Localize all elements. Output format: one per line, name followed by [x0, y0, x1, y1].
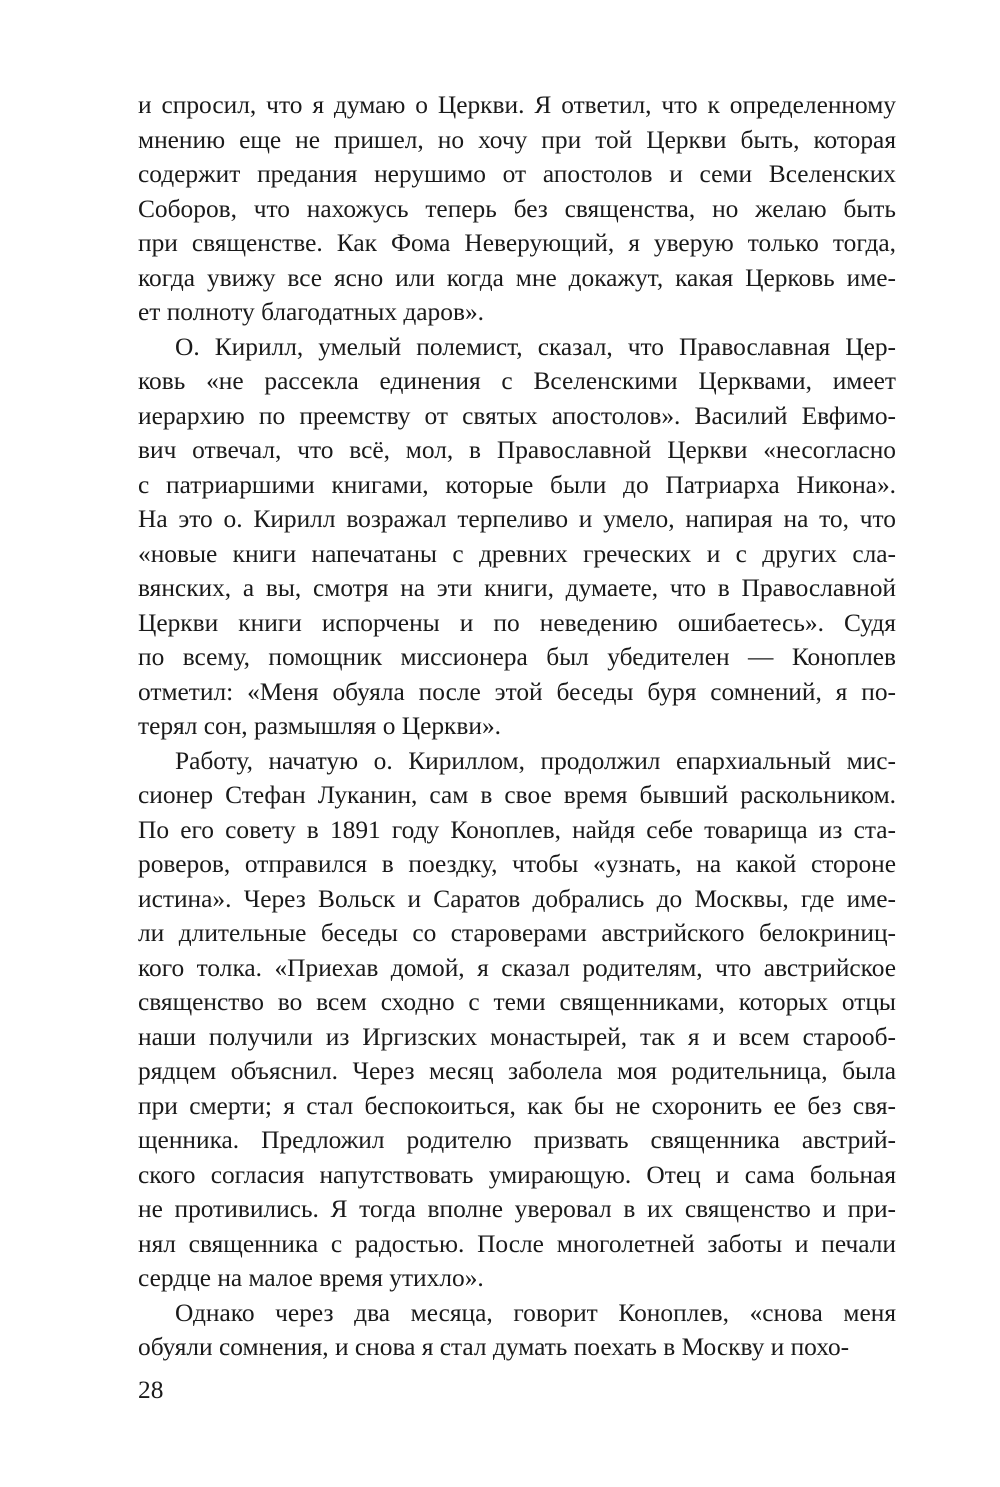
- text-line: и спросил, что я думаю о Церкви. Я ответил, что к определенному: [138, 91, 896, 119]
- paragraph: [138, 1296, 896, 1365]
- text-line: щенника. Предложил родителю призвать священника австрий-: [138, 1126, 896, 1154]
- text-line: На это о. Кирилл возражал терпеливо и умело, напирая на то, что: [138, 505, 896, 533]
- text-line: вянских, а вы, смотря на эти книги, думаете, что в Православной: [138, 574, 896, 602]
- text-line: терял сон, размышляя о Церкви».: [138, 712, 501, 740]
- text-line: Церкви книги испорчены и по неведению ошибаетесь». Судя: [138, 608, 896, 637]
- text-line: ского согласия напутствовать умирающую. Отец и сама больная: [138, 1160, 896, 1189]
- text-line: По его совету в 1891 году Коноплев, найдя себе товарища из ста-: [138, 815, 896, 844]
- text-line: иерархию по преемству от святых апостолов». Василий Евфимо-: [138, 401, 896, 430]
- text-line: рядцем объяснил. Через месяц заболела моя родительница, была: [138, 1057, 896, 1085]
- text-line: при смерти; я стал беспокоиться, как бы не схоронить ее без свя-: [138, 1091, 896, 1120]
- text-line: нял священника с радостью. После многолетней заботы и печали: [138, 1229, 896, 1258]
- paragraph: [138, 88, 896, 330]
- text-line: вич отвечал, что всё, мол, в Православной Церкви «несогласно: [138, 436, 896, 464]
- text-line: по всему, помощник миссионера был убедителен — Коноплев: [138, 643, 896, 671]
- paragraph: [138, 330, 896, 744]
- text-line: когда увижу все ясно или когда мне докажут, какая Церковь име-: [138, 263, 896, 292]
- text-line: мнению еще не пришел, но хочу при той Церкви быть, которая: [138, 125, 896, 154]
- text-line: сионер Стефан Луканин, сам в свое время бывший раскольником.: [138, 781, 896, 809]
- text-line: ет полноту благодатных даров».: [138, 298, 484, 326]
- text-line: «новые книги напечатаны с древних греческих и с других сла-: [138, 539, 896, 568]
- text-line: ли длительные беседы со староверами австрийского белокриниц-: [138, 919, 896, 947]
- text-line: отметил: «Меня обуяла после этой беседы буря сомнений, я по-: [138, 677, 896, 706]
- text-line: обуяли сомнения, и снова я стал думать поехать в Москву и похо-: [138, 1333, 850, 1361]
- text-line: не противились. Я тогда вполне уверовал в их священство и при-: [138, 1195, 896, 1223]
- text-line: ковь «не рассекла единения с Вселенскими Церквами, имеет: [138, 367, 896, 395]
- page-number: 28: [138, 1376, 164, 1404]
- text-line: Работу, начатую о. Кириллом, продолжил епархиальный мис-: [175, 746, 896, 775]
- text-line: содержит предания нерушимо от апостолов и семи Вселенских: [138, 160, 896, 188]
- text-line: с патриаршими книгами, которые были до Патриарха Никона».: [138, 470, 896, 499]
- text-line: священство во всем сходно с теми священниками, которых отцы: [138, 988, 896, 1016]
- text-line: Соборов, что нахожусь теперь без священства, но желаю быть: [138, 194, 896, 223]
- text-line: Однако через два месяца, говорит Коноплев, «снова меня: [175, 1298, 896, 1327]
- text-line: при священстве. Как Фома Неверующий, я уверую только тогда,: [138, 229, 896, 257]
- text-line: сердце на малое время утихло».: [138, 1264, 484, 1292]
- paragraph: [138, 744, 896, 1296]
- text-line: О. Кирилл, умелый полемист, сказал, что Православная Цер-: [175, 332, 896, 361]
- text-line: истина». Через Вольск и Саратов добрались до Москвы, где име-: [138, 884, 896, 913]
- text-line: наши получили из Иргизских монастырей, так я и всем старооб-: [138, 1022, 896, 1051]
- page-body: [138, 88, 896, 1365]
- text-line: кого толка. «Приехав домой, я сказал родителям, что австрийское: [138, 953, 896, 982]
- text-line: роверов, отправился в поездку, чтобы «узнать, на какой стороне: [138, 850, 896, 878]
